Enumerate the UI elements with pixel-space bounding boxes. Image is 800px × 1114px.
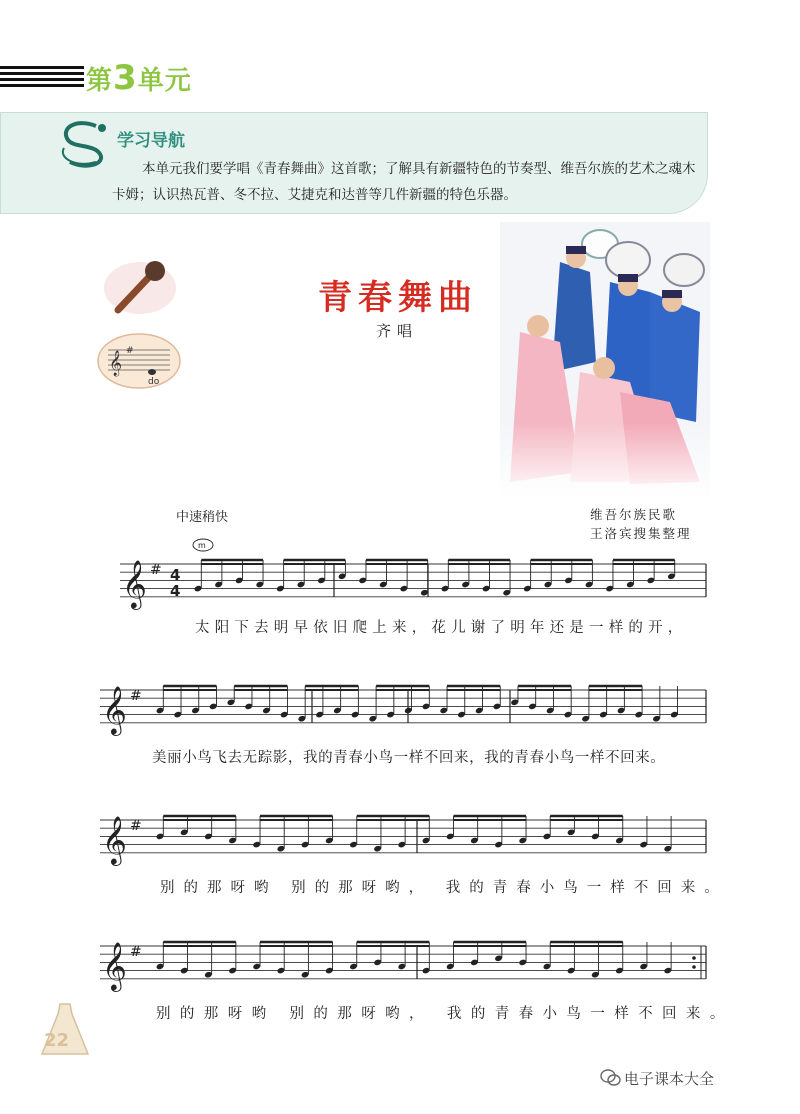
scale-do-label: do — [148, 377, 160, 387]
lyric-line-4: 别的那呀哟 别的那呀哟， 我的青春小鸟一样不回来。 — [156, 1006, 734, 1022]
repeat-dot — [692, 956, 696, 960]
unit-suffix: 单元 — [137, 66, 192, 96]
guide-text: 本单元我们要学唱《青春舞曲》这首歌；了解具有新疆特色的节奏型、维吾尔族的艺术之魂木卡姆；认识热瓦普、冬不拉、艾捷克和达普等几件新疆的特色乐器。 — [112, 161, 696, 203]
key-signature-sharp: # — [130, 944, 142, 960]
rehearsal-mark-label: m — [198, 541, 206, 550]
treble-clef: 𝄞 — [102, 685, 127, 734]
wechat-icon — [600, 1068, 622, 1088]
song-title: 青春舞曲 — [318, 278, 478, 318]
time-signature-bottom: 4 — [170, 582, 181, 600]
svg-text:#: # — [126, 346, 134, 356]
lyric-line-1: 太阳下去明早依旧爬上来，花儿谢了明年还是一样的开， — [195, 620, 688, 636]
unit-prefix: 第 — [86, 66, 114, 96]
lyric-line-2: 美丽小鸟飞去无踪影，我的青春小鸟一样不回来，我的青春小鸟一样不回来。 — [152, 750, 666, 766]
guide-title: 学习导航 — [117, 131, 185, 151]
time-signature-top: 4 — [170, 566, 181, 584]
key-signature-sharp: # — [130, 818, 142, 834]
svg-text:𝄞: 𝄞 — [109, 351, 123, 376]
song-subtitle: 齐唱 — [376, 322, 419, 340]
tempo-marking: 中速稍快 — [176, 510, 229, 525]
treble-clef: 𝄞 — [102, 941, 127, 990]
credit-origin: 维吾尔族民歌 — [590, 507, 678, 522]
credit-arranger: 王洛宾搜集整理 — [590, 526, 692, 541]
page-number: 22 — [44, 1030, 70, 1051]
watermark-text: 电子课本大全 — [624, 1070, 715, 1088]
unit-number: 3 — [113, 58, 138, 98]
treble-clef: 𝄞 — [102, 815, 127, 864]
key-signature-sharp: # — [150, 562, 162, 578]
repeat-dot — [692, 965, 696, 969]
lyric-line-3: 别的那呀哟 别的那呀哟， 我的青春小鸟一样不回来。 — [160, 880, 728, 896]
treble-clef: 𝄞 — [122, 559, 147, 608]
key-signature-sharp: # — [130, 688, 142, 704]
